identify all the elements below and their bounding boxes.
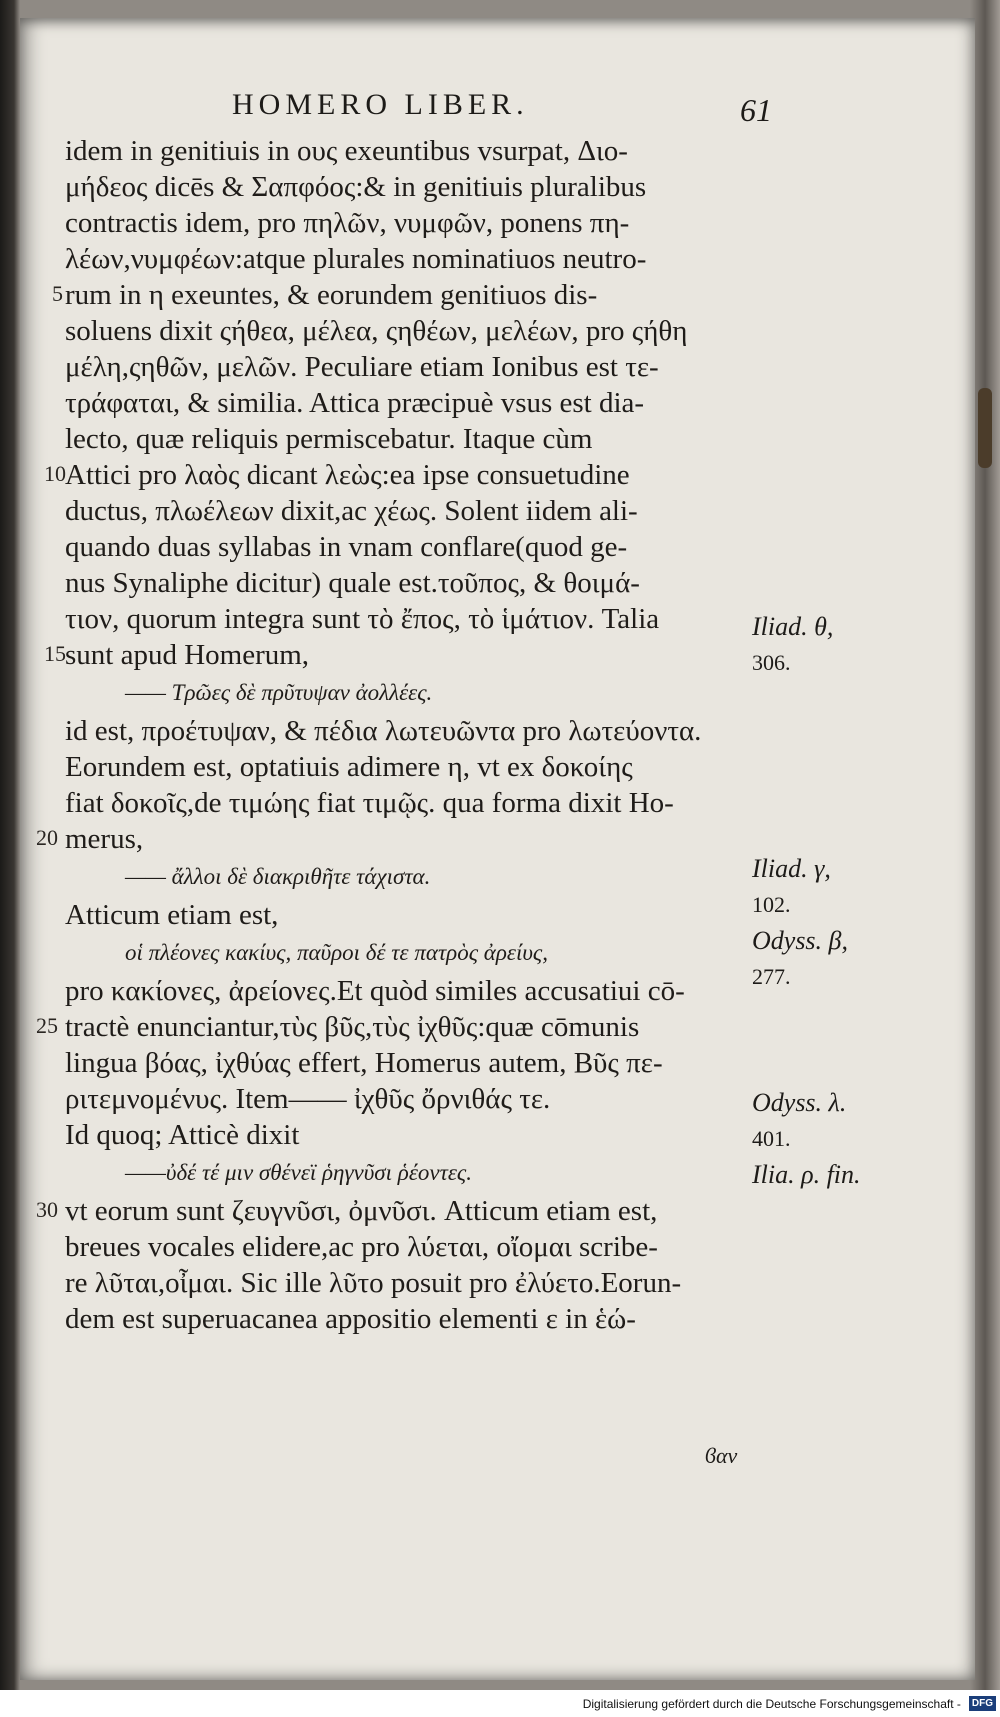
text-line: contractis idem, pro πηλῶν, νυμφῶν, ponens πη- <box>65 207 630 239</box>
text-line: re λῦται,οἶμαι. Sic ille λῦτο posuit pro ἐλύετο.Eorun- <box>65 1267 682 1299</box>
text-line: sunt apud Homerum, <box>65 639 310 671</box>
text-line: breues vocales elidere,ac pro λύεται, οἴομαι scribe- <box>65 1231 658 1263</box>
text-line: soluens dixit ςήθεα, μέλεα, ςηθέων, μελέων, pro ςήθη <box>65 315 688 347</box>
text-line: fiat δοκοῖς,de τιμώης fiat τιμῷς. qua forma dixit Ho- <box>65 787 674 819</box>
text-line: μέλη,ςηθῶν, μελῶν. Peculiare etiam Ionibus est τε- <box>65 351 659 383</box>
catchword: ϐαν <box>705 1443 738 1468</box>
text-line: ductus, πλωέλεων dixit,ac χέως. Solent iidem ali- <box>65 495 638 527</box>
text-line: dem est superuacanea appositio elementi ε in ἑώ- <box>65 1303 636 1335</box>
text-line: Id quoq; Atticè dixit <box>65 1119 300 1151</box>
margin-reference: 306. <box>752 650 791 675</box>
margin-reference: Iliad. θ, <box>752 612 834 641</box>
margin-reference: Odyss. β, <box>752 926 849 955</box>
line-number: 5 <box>52 281 63 306</box>
text-line: rum in η exeuntes, & eorundem genitiuos dis- <box>65 279 598 311</box>
text-line: vt eorum sunt ζευγνῦσι, ὀμνῦσι. Atticum etiam est, <box>65 1195 658 1227</box>
text-line: tractè enunciantur,τὺς βῦς,τὺς ἰχθῦς:quæ cōmunis <box>65 1011 640 1043</box>
text-line: ριτεμνομένυς. Item—— ἰχθῦς ὄρνιθάς τε. <box>65 1083 551 1115</box>
text-line: pro κακίονες, ἀρείονες.Et quòd similes accusatiui cō- <box>65 975 685 1007</box>
bookmark-ribbon <box>978 388 992 468</box>
dfg-logo: DFG <box>969 1696 996 1711</box>
margin-reference: 102. <box>752 892 791 917</box>
digitization-footer <box>0 1690 1000 1717</box>
footer-text: Digitalisierung gefördert durch die Deutsche Forschungsgemeinschaft - <box>582 1696 961 1711</box>
line-number: 10 <box>44 461 66 486</box>
margin-reference: 277. <box>752 964 791 989</box>
margin-reference: 401. <box>752 1126 791 1151</box>
verse-quote: ——ὐδέ τέ μιν σθένεϊ ῥηγνῦσι ῥέοντες. <box>125 1160 472 1185</box>
line-number: 15 <box>44 641 66 666</box>
text-line: Eorundem est, optatiuis adimere η, vt ex δοκοίης <box>65 751 633 783</box>
text-line: idem in genitiuis in ους exeuntibus vsurpat, Διο- <box>65 135 628 167</box>
line-number: 30 <box>36 1197 58 1222</box>
text-line: id est, πρoέτυψαν, & πέδια λωτευῶντα pro λωτεύοντα. <box>65 715 702 747</box>
margin-reference: Iliad. γ, <box>752 854 831 883</box>
line-number: 25 <box>36 1013 58 1038</box>
text-line: μήδεος dicēs & Σαπφόος:& in genitiuis pluralibus <box>65 171 647 203</box>
running-header: HOMERO LIBER. <box>232 88 529 121</box>
text-line: τιον, quorum integra sunt τὸ ἔπος, τὸ ἱμάτιον. Talia <box>65 603 660 635</box>
page-number: 61 <box>740 92 772 128</box>
margin-reference: Odyss. λ. <box>752 1088 847 1117</box>
text-line: Attici pro λαὸς dicant λεὼς:ea ipse consuetudine <box>65 459 630 491</box>
verse-quote: οἱ πλέονες κακίυς, παῦροι δέ τε πατρὸς ἀρείυς, <box>125 940 549 965</box>
text-line: quando duas syllabas in vnam conflare(quod ge- <box>65 531 628 563</box>
text-line: lingua βόας, ἰχθύας effert, Homerus autem, Βῦς πε- <box>65 1047 663 1079</box>
text-line: Atticum etiam est, <box>65 899 279 931</box>
verse-quote: —— ἄλλοι δὲ διακριθῆτε τάχιστα. <box>125 864 431 889</box>
text-line: lecto, quæ reliquis permiscebatur. Itaque cùm <box>65 423 593 455</box>
margin-reference: Ilia. ρ. fin. <box>752 1160 861 1189</box>
text-line: nus Synaliphe dicitur) quale est.τοῦπος, & θοιμά- <box>65 567 640 599</box>
text-line: τράφαται, & similia. Attica præcipuè vsus est dia- <box>65 387 645 419</box>
text-line: merus, <box>65 823 144 855</box>
text-line: λέων,νυμφέων:atque plurales nominatiuos neutro- <box>65 243 647 275</box>
verse-quote: —— Τρῶες δὲ πρῦτυψαν ἀολλέες. <box>125 680 433 705</box>
line-number: 20 <box>36 825 58 850</box>
